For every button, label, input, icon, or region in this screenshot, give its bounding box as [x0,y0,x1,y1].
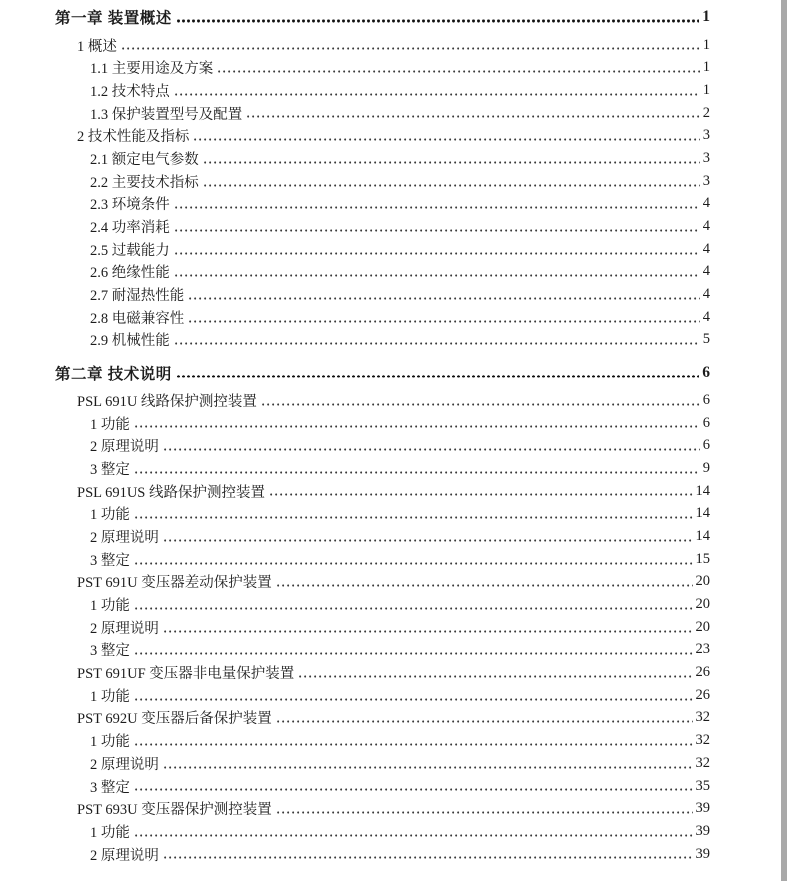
toc-leader-dots [175,93,700,96]
toc-leader-dots [164,539,693,542]
toc-entry-label: 1 概述 [77,38,117,55]
toc-entry-page: 5 [702,331,710,348]
toc-leader-dots [194,138,699,141]
toc-entry-label: 1 功能 [90,416,130,433]
toc-entry-page: 1 [702,36,710,53]
toc-entry-label: 2.5 过载能力 [90,242,170,259]
toc-entry-label: 3 整定 [90,643,130,660]
toc-entry-label: 3 整定 [90,461,130,478]
toc-entry[interactable] [0,480,787,503]
toc-entry-label: 第二章 技术说明 [55,365,172,383]
toc-entry-label: 2.9 机械性能 [90,333,170,350]
toc-entry[interactable] [0,329,787,352]
toc-entry-page: 20 [695,596,710,613]
toc-entry-page: 14 [695,527,710,544]
toc-entry[interactable] [0,616,787,639]
toc-entry[interactable] [0,389,787,412]
toc-entry[interactable] [0,147,787,170]
toc-entry[interactable] [0,215,787,238]
toc-leader-dots [277,584,693,587]
toc-entry-page: 3 [702,149,710,166]
toc-leader-dots [270,493,693,496]
toc-leader-dots [135,788,693,791]
toc-leader-dots [277,811,693,814]
toc-entry[interactable] [0,684,787,707]
toc-entry-label: 2 原理说明 [90,756,159,773]
toc-entry[interactable] [0,34,787,57]
toc-leader-dots [175,206,700,209]
toc-entry[interactable] [0,661,787,684]
toc-entry-label: 1 功能 [90,598,130,615]
toc-entry-page: 20 [695,573,710,590]
toc-entry-label: 1.2 技术特点 [90,83,170,100]
toc-entry[interactable] [0,797,787,820]
toc-leader-dots [299,675,692,678]
toc-entry[interactable] [0,457,787,480]
toc-entry[interactable] [0,124,787,147]
right-edge-bar [781,0,787,881]
toc-leader-dots [247,115,700,118]
toc-entry[interactable] [0,843,787,866]
toc-entry[interactable] [0,707,787,730]
toc-entry-label: PSL 691US 线路保护测控装置 [77,484,265,501]
toc-entry[interactable] [0,775,787,798]
toc-leader-dots [164,630,693,633]
toc-entry-label: PST 691UF 变压器非电量保护装置 [77,666,295,683]
toc-entry-label: 2.6 绝缘性能 [90,265,170,282]
toc-entry[interactable] [0,820,787,843]
toc-leader-dots [177,19,699,23]
toc-leader-dots [135,516,693,519]
toc-entry-label: 1.3 保护装置型号及配置 [90,106,243,123]
toc-leader-dots [135,425,700,428]
toc-leader-dots [164,448,700,451]
toc-entry-page: 2 [702,104,710,121]
toc-entry-page: 6 [702,391,710,408]
toc-leader-dots [218,70,700,73]
toc-entry-page: 4 [702,263,710,280]
toc-entry-page: 6 [702,363,710,381]
toc-entry-label: PST 693U 变压器保护测控装置 [77,802,272,819]
toc-entry[interactable] [0,306,787,329]
toc-leader-dots [277,720,693,723]
toc-entry[interactable] [0,729,787,752]
toc-entry-label: 3 整定 [90,779,130,796]
toc-entry-label: PSL 691U 线路保护测控装置 [77,393,257,410]
toc-entry-page: 39 [695,822,710,839]
toc-entry[interactable] [0,361,787,384]
toc-entry-page: 4 [702,286,710,303]
toc-entry-page: 6 [702,414,710,431]
toc-leader-dots [135,652,693,655]
toc-leader-dots [135,562,693,565]
toc-leader-dots [204,184,700,187]
toc-entry-label: 2 原理说明 [90,620,159,637]
toc-leader-dots [175,342,700,345]
toc-leader-dots [135,698,693,701]
toc-entry[interactable] [0,102,787,125]
toc-entry[interactable] [0,412,787,435]
toc-entry-label: 2.2 主要技术指标 [90,174,199,191]
toc-leader-dots [189,320,700,323]
toc-entry[interactable] [0,502,787,525]
toc-entry[interactable] [0,283,787,306]
toc-entry-page: 4 [702,240,710,257]
toc-entry-label: 1 功能 [90,734,130,751]
toc-entry-page: 1 [702,59,710,76]
toc-entry[interactable] [0,571,787,594]
toc-entry[interactable] [0,6,787,29]
toc-entry[interactable] [0,261,787,284]
toc-entry[interactable] [0,170,787,193]
toc-entry-page: 26 [695,686,710,703]
toc-entry-label: 2.3 环境条件 [90,197,170,214]
toc-entry-label: 2 原理说明 [90,529,159,546]
toc-entry-label: 2.1 额定电气参数 [90,151,199,168]
toc-entry-label: 2.4 功率消耗 [90,220,170,237]
toc-entry[interactable] [0,639,787,662]
toc-entry-label: PST 691U 变压器差动保护装置 [77,575,272,592]
toc-entry[interactable] [0,525,787,548]
toc-leader-dots [164,766,693,769]
toc-leader-dots [122,47,700,50]
toc-entry[interactable] [0,434,787,457]
toc-entry[interactable] [0,79,787,102]
toc-leader-dots [135,471,700,474]
toc-entry-page: 23 [695,641,710,658]
toc-entry-page: 15 [695,550,710,567]
toc-entry-page: 32 [695,754,710,771]
toc-entry-page: 4 [702,218,710,235]
toc-leader-dots [175,229,700,232]
toc-entry-page: 32 [695,732,710,749]
toc-entry[interactable] [0,752,787,775]
toc-entry-page: 32 [695,709,710,726]
toc-entry-page: 14 [695,505,710,522]
toc-leader-dots [262,403,700,406]
toc-entry-label: 1 功能 [90,688,130,705]
toc-entry-page: 35 [695,777,710,794]
toc-entry[interactable] [0,548,787,571]
toc-entry-label: 2 原理说明 [90,847,159,864]
toc-leader-dots [204,161,700,164]
toc-entry-page: 1 [702,81,710,98]
toc-entry-page: 39 [695,800,710,817]
toc-leader-dots [135,607,693,610]
toc-entry-label: 2 技术性能及指标 [77,129,190,146]
toc-entry-page: 3 [702,172,710,189]
toc-entry-label: 2.8 电磁兼容性 [90,310,185,327]
toc-entry-page: 39 [695,845,710,862]
toc-leader-dots [175,252,700,255]
toc-entry[interactable] [0,593,787,616]
toc-entry-label: 2.7 耐湿热性能 [90,288,185,305]
toc-entry-page: 9 [702,459,710,476]
toc-entry-page: 6 [702,437,710,454]
toc-leader-dots [135,743,693,746]
toc-entry-label: 2 原理说明 [90,439,159,456]
toc-entry-page: 1 [702,8,710,26]
toc-entry-page: 4 [702,195,710,212]
toc-entry-page: 14 [695,482,710,499]
toc-entry[interactable] [0,238,787,261]
toc-leader-dots [175,274,700,277]
toc-leader-dots [164,856,693,859]
toc-entry-page: 20 [695,618,710,635]
toc-entry-label: 1 功能 [90,824,130,841]
toc-entry-label: 1.1 主要用途及方案 [90,61,214,78]
toc-leader-dots [189,297,700,300]
toc-entry-page: 4 [702,308,710,325]
toc-entry-page: 3 [702,127,710,144]
toc-entry[interactable] [0,193,787,216]
toc-entry[interactable] [0,56,787,79]
toc-entry-label: 1 功能 [90,507,130,524]
toc-entry-label: 3 整定 [90,552,130,569]
toc-leader-dots [177,375,699,379]
toc-entry-page: 26 [695,664,710,681]
toc-leader-dots [135,834,693,837]
toc-entry-label: 第一章 装置概述 [55,10,172,28]
toc-entry-label: PST 692U 变压器后备保护装置 [77,711,272,728]
